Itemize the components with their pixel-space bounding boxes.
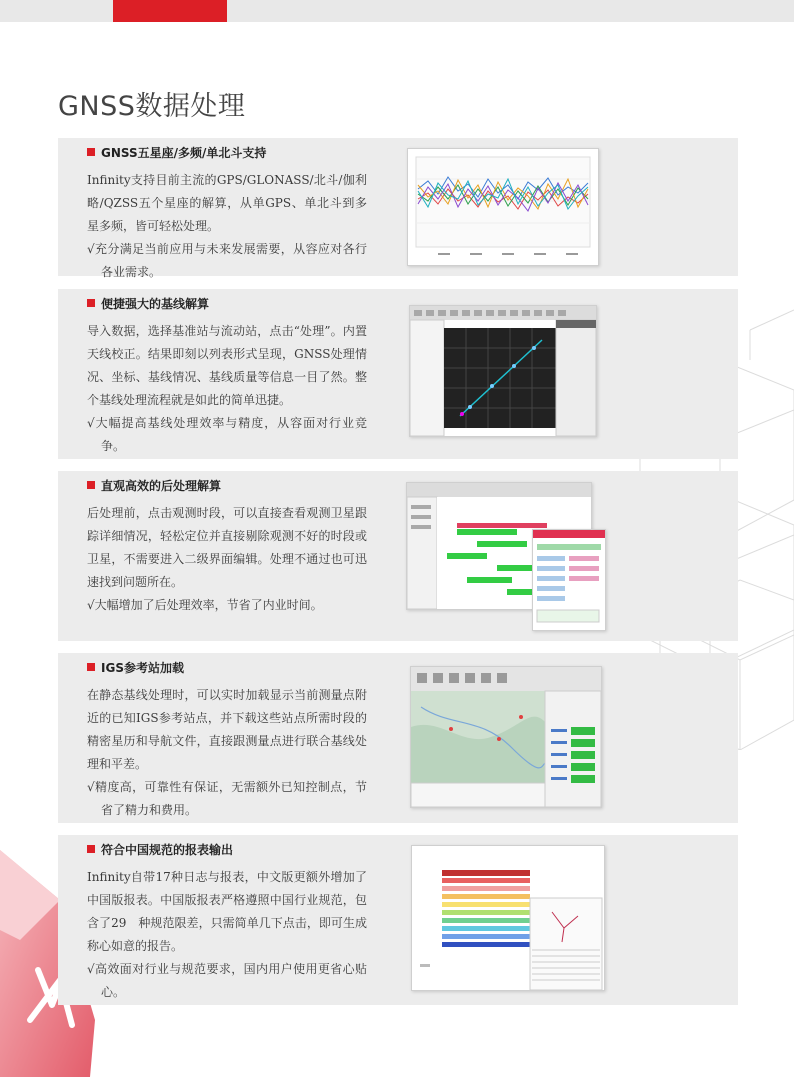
section-bullet: √充分满足当前应用与未来发展需要，从容应对各行各业需求。: [87, 242, 367, 279]
section-post-processing: [58, 471, 738, 641]
section-body: [87, 320, 367, 458]
section-heading: IGS参考站加载: [87, 659, 184, 676]
section-bullet: √高效面对行业与规范要求，国内用户使用更省心贴心。: [87, 962, 367, 999]
section-text: 后处理前，点击观测时段，可以直接查看观测卫星跟踪详细情况，轻松定位并直接剔除观测不好的时段或卫星，不需要进入二级界面编辑。处理不通过也可迅速找到问题所在。: [87, 506, 367, 589]
section-multi-constellation: [58, 138, 738, 279]
igs-map-thumbnail: [410, 666, 602, 808]
report-output-thumbnail: [411, 845, 605, 991]
section-text: Infinity自带17种日志与报表，中文版更额外增加了中国版报表。中国版报表严格遵照中国行业规范，包含了29 种规范限差，只需简单几下点击，即可生成称心如意的报告。: [87, 870, 367, 953]
section-bullet: √精度高，可靠性有保证，无需额外已知控制点，节省了精力和费用。: [87, 780, 367, 817]
section-heading: 直观高效的后处理解算: [87, 477, 221, 494]
section-text: Infinity支持目前主流的GPS/GLONASS/北斗/伽利略/QZSS五个星座的解算，从单GPS、单北斗到多星多频，皆可轻松处理。: [87, 173, 367, 233]
section-body: [87, 684, 367, 822]
section-report-output: [58, 835, 738, 1005]
section-heading: GNSS五星座/多频/单北斗支持: [87, 144, 266, 161]
top-bar: [0, 0, 794, 22]
satellite-detail-popup-thumbnail: [532, 529, 606, 631]
multi-constellation-chart-thumbnail: [407, 148, 599, 266]
section-bullet: √大幅提高基线处理效率与精度，从容面对行业竞争。: [87, 416, 367, 453]
section-heading: 符合中国规范的报表输出: [87, 841, 233, 858]
baseline-processing-thumbnail: [409, 305, 597, 437]
bullet-square-icon: [87, 481, 95, 489]
section-igs-reference: [58, 653, 738, 823]
section-body: [87, 502, 367, 617]
bullet-square-icon: [87, 663, 95, 671]
section-body: [87, 866, 367, 1004]
section-text: 在静态基线处理时，可以实时加载显示当前测量点附近的已知IGS参考站点，并下载这些站点所需时段的精密星历和导航文件，直接跟测量点进行联合基线处理和平差。: [87, 688, 367, 771]
page-title: GNSS数据处理: [58, 91, 246, 122]
bullet-square-icon: [87, 299, 95, 307]
section-body: [87, 169, 367, 284]
bullet-square-icon: [87, 148, 95, 156]
section-bullet: √大幅增加了后处理效率，节省了内业时间。: [87, 598, 323, 612]
top-bar-accent: [113, 0, 227, 22]
bullet-square-icon: [87, 845, 95, 853]
section-text: 导入数据，选择基准站与流动站，点击“处理”。内置天线校正。结果即刻以列表形式呈现，GNSS处理情况、坐标、基线情况、基线质量等信息一目了然。整个基线处理流程就是如此的简单迅捷。: [87, 324, 367, 407]
section-baseline-processing: [58, 289, 738, 459]
section-heading: 便捷强大的基线解算: [87, 295, 209, 312]
